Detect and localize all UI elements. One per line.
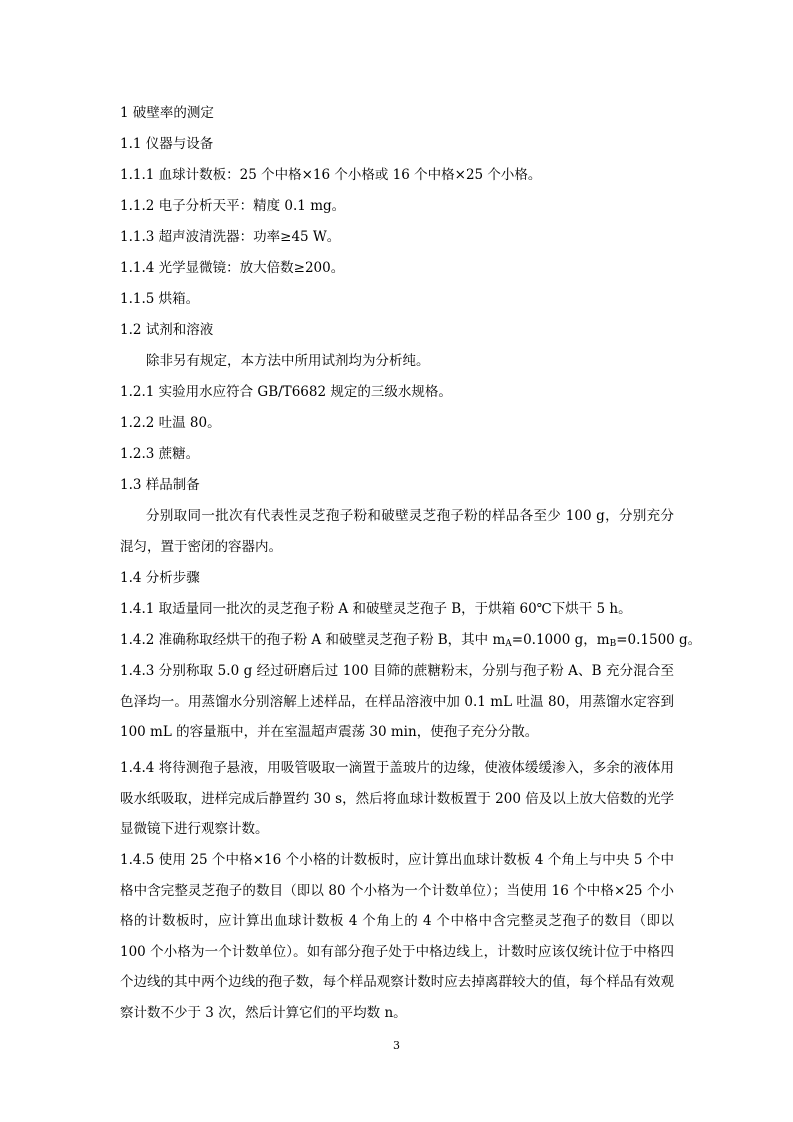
item-1-4-3: 1.4.3 分别称取 5.0 g 经过研磨后过 100 目筛的蔗糖粉末，分别与孢子粉 A、B 充分混合至色泽均一。用蒸馏水分别溶解上述样品，在样品溶液中加 0.1 mL 吐温 80，用蒸馏水定容到 100 mL 的容量瓶中，并在室温超声震荡 30 min，使孢子充分分散。 [120, 663, 674, 740]
page-number: 3 [393, 1039, 400, 1052]
item-1-4-4: 1.4.4 将待测孢子悬液，用吸管吸取一滴置于盖玻片的边缘，使液体缓缓渗入，多余的液体用吸水纸吸取，进样完成后静置约 30 s，然后将血球计数板置于 200 倍及以上放大倍数的光学显微镜下进行观察计数。 [120, 760, 674, 837]
item-1-1-4: 1.1.4 光学显微镜：放大倍数≥200。 [120, 260, 345, 276]
item-1-2-2: 1.2.2 吐温 80。 [120, 415, 221, 431]
item-1-4-1: 1.4.1 取适量同一批次的灵芝孢子粉 A 和破壁灵芝孢子 B，于烘箱 60℃下烘干 5 h。 [120, 601, 632, 617]
item-1-4-2-text-a: 1.4.2 准确称取经烘干的孢子粉 A 和破壁灵芝孢子粉 B，其中 m [120, 632, 506, 648]
item-1-1-3: 1.1.3 超声波清洗器：功率≥45 W。 [120, 229, 341, 245]
item-1-4-2-text-c: =0.1500 g。 [616, 632, 702, 648]
mass-subscript-a: A [505, 639, 512, 649]
section-1-3-title: 1.3 样品制备 [120, 477, 200, 493]
section-1-title: 1 破壁率的测定 [120, 105, 214, 121]
section-1-1-title: 1.1 仪器与设备 [120, 136, 214, 152]
item-1-1-2: 1.1.2 电子分析天平：精度 0.1 mg。 [120, 198, 346, 214]
item-1-2-1: 1.2.1 实验用水应符合 GB/T6682 规定的三级水规格。 [120, 384, 452, 400]
section-1-2-title: 1.2 试剂和溶液 [120, 322, 214, 338]
item-1-4-5: 1.4.5 使用 25 个中格×16 个小格的计数板时，应计算出血球计数板 4 个角上与中央 5 个中格中含完整灵芝孢子的数目（即以 80 个小格为一个计数单位）；当使用 16 个中格×25 个小格的计数板时，应计算出血球计数板 4 个角上的 4 个中格中含完整灵芝孢子的数目（即以 100 个小格为一个计数单位）。如有部分孢子处于中格边线上，计数时应该仅统计位于中格四个边线的其中两个边线的孢子数，每个样品观察计数时应去掉离群较大的值，每个样品有效观察计数不少于 3 次，然后计算它们的平均数 n。 [120, 852, 674, 1021]
section-1-4-title: 1.4 分析步骤 [120, 570, 200, 586]
section-1-3-paragraph: 分别取同一批次有代表性灵芝孢子粉和破壁灵芝孢子粉的样品各至少 100 g，分别充分混匀，置于密闭的容器内。 [120, 508, 674, 555]
mass-subscript-b: B [609, 639, 617, 649]
item-1-4-2-text-b: =0.1000 g，m [511, 632, 610, 648]
section-1-2-intro: 除非另有规定，本方法中所用试剂均为分析纯。 [146, 353, 430, 369]
item-1-4-2 [120, 631, 701, 649]
item-1-1-1: 1.1.1 血球计数板：25 个中格×16 个小格或 16 个中格×25 个小格。 [120, 167, 542, 183]
item-1-1-5: 1.1.5 烘箱。 [120, 291, 200, 307]
item-1-2-3: 1.2.3 蔗糖。 [120, 446, 200, 462]
